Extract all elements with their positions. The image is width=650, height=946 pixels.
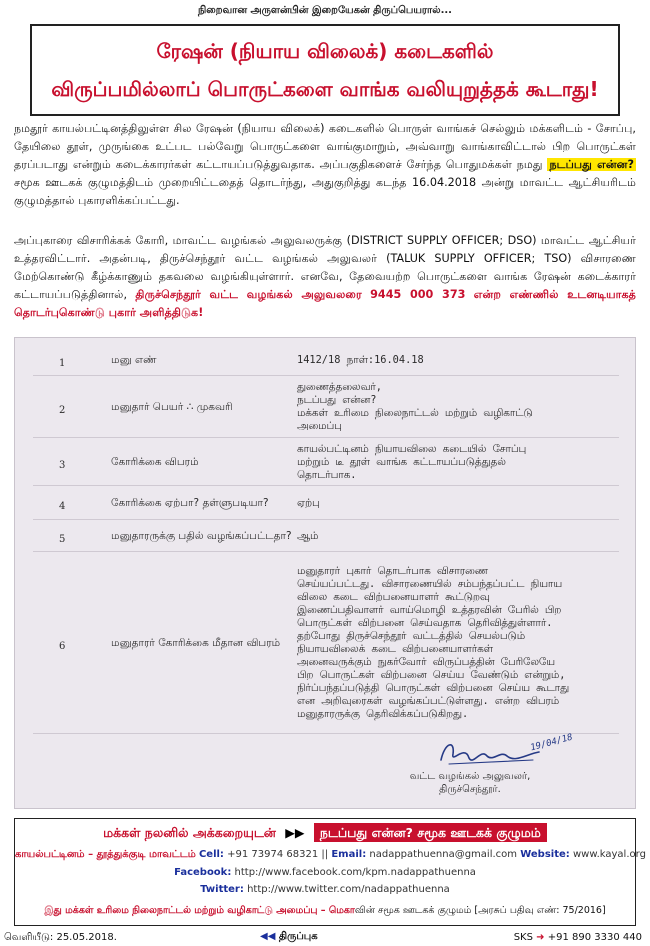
paragraph-2 — [14, 232, 636, 322]
row-label: மனுதாரர் கோரிக்கை மீதான விபரம் — [111, 636, 281, 649]
sks-contact — [514, 932, 642, 943]
facebook-label: Facebook: — [174, 867, 232, 878]
footer-facebook-line — [15, 867, 635, 878]
signature-date: 19/04/18 — [529, 732, 574, 754]
website-label: Website: — [520, 849, 570, 860]
row-value-line: என அறிவுரைகள் வழங்கப்பட்டுள்ளது. என்ற விபரம் — [297, 695, 560, 707]
row-value — [297, 443, 612, 482]
letter-row — [33, 344, 619, 376]
headline-line-1: ரேஷன் (நியாய விலைக்) கடைகளில் — [156, 39, 494, 63]
row-value-line: விலை கடை விற்பனையாளர் கூட்டுறவு — [297, 591, 490, 603]
row-value-line: துணைத்தலைவர், — [297, 381, 382, 393]
paragraph-1-text: நமதூர் காயல்பட்டினத்திலுள்ள சில ரேஷன் (நியாய விலைக்) கடைகளில் பொருள் வாங்கச் செல்லும் மக்களிடம் - சோப்பு, தேயிலை தூள், முருங்கை உட்பட பல்வேறு பொருட்களை வாங்குமாறும், அவ்வாறு வாங்காவிட்டால் பிற பொருட்கள் தரப்படாது என்றும் கடைக்காரர்கள் கட்டாயப்படுத்துவதாக. அப்பகுதிகளைச் சேர்ந்த பொதுமக்கள் நமது — [14, 122, 636, 171]
letter-row — [33, 376, 619, 438]
cell-label: Cell: — [198, 849, 224, 860]
row-value-line: அனைவருக்கும் நுகர்வோர் விருப்பத்தின் பேரிலேயே — [297, 656, 556, 668]
phone-arrow-icon: ➜ — [536, 932, 545, 943]
row-value-line: ஆம் — [297, 529, 319, 542]
row-value-line: நிர்ப்பந்தப்படுத்தி பொருட்கள் விற்பனை செய்ய கூடாது — [297, 682, 569, 694]
paragraph-1-text-end: சமூக ஊடகக் குழுமத்திடம் முறையிட்டதைத் தொடர்ந்து, அதுகுறித்து கடந்த 16.04.2018 அன்று மாவட்ட ஆட்சியரிடம் குழுமத்தால் புகாரளிக்கப்பட்டது. — [14, 176, 636, 207]
double-left-arrow-icon: ◀◀ — [260, 931, 276, 942]
row-value-line: நடப்பது என்ன? — [297, 394, 377, 406]
row-value-line: மனுதாரருக்கு தெரிவிக்கப்படுகிறது. — [297, 708, 469, 720]
group-name-highlight: நடப்பது என்ன? — [549, 158, 635, 171]
row-value — [297, 530, 612, 543]
row-value — [297, 354, 612, 367]
footer-tagline — [15, 825, 635, 842]
row-label: மனு எண் — [111, 353, 157, 366]
row-value-line: தொடர்பாக. — [297, 468, 357, 481]
bottom-bar — [0, 930, 650, 946]
row-value-line: பிற பொருட்கள் விற்பனை செய்ய வேண்டும் என்றும், — [297, 669, 566, 681]
row-value-line: மற்றும் டீ தூள் வாங்க கட்டாயப்படுத்துதல் — [297, 455, 506, 468]
officer-phone[interactable]: 9445 000 373 — [370, 288, 466, 301]
row-label: கோரிக்கை ஏற்பா? தள்ளுபடியா? — [111, 496, 269, 509]
letter-row — [33, 486, 619, 520]
organisation-text: இது மக்கள் உரிமை நிலைநாட்டல் மற்றும் வழிகாட்டு அமைப்பு – மெகா — [44, 905, 355, 916]
paragraph-2-text: அப்புகாரை விசாரிக்கக் கோரி, மாவட்ட வழங்கல் அலுவலருக்கு (DISTRICT SUPPLY OFFICER; DSO) மாவட்ட ஆட்சியர் உத்தரவிட்டார். அதன்படி, திருச்செந்தூர் வட்ட வழங்கல் அலுவலர் (TALUK SUPPLY OFFICER; TSO) விசாரணை மேற்கொண்டு கீழ்க்காணும் தகவலை வழங்கியுள்ளார். எனவே, தேவையற்ற பொருட்களை வாங்க ரேஷன் கடைக்காரர் கட்டாயப்படுத்தினால், — [14, 234, 636, 301]
headline-line-2: விருப்பமில்லாப் பொருட்களை வாங்க வலியுறுத்தக் கூடாது! — [51, 77, 599, 101]
signing-officer-title — [405, 770, 535, 796]
double-arrow-icon: ▶▶ — [285, 825, 305, 840]
row-number: 5 — [59, 533, 66, 545]
row-label: மனுதார் பெயர் ∴ முகவரி — [111, 400, 233, 413]
website-link[interactable]: www.kayal.org — [572, 849, 646, 860]
email-label: Email: — [331, 849, 367, 860]
row-number: 3 — [59, 459, 66, 471]
page-nav[interactable] — [260, 931, 318, 943]
row-number: 4 — [59, 500, 66, 512]
row-value-line: இணைப்பதிவாளர் வாய்மொழி உத்தரவின் பேரில் பிற — [297, 604, 562, 616]
invocation-text: நிறைவான அருளன்பின் இறையேகன் திருப்பெயரால்... — [198, 5, 452, 16]
row-value-line: ஏற்பு — [297, 496, 320, 509]
footer-twitter-line — [15, 884, 635, 895]
row-value — [297, 381, 612, 433]
headline-box — [30, 24, 620, 116]
row-value — [297, 497, 612, 510]
footer-contact-line — [15, 849, 646, 861]
row-label: கோரிக்கை விபரம் — [111, 455, 199, 468]
footer-registration-line — [15, 905, 635, 917]
email-link[interactable]: nadappathuenna@gmail.com — [369, 849, 518, 860]
row-number: 1 — [59, 357, 66, 369]
row-number: 6 — [59, 640, 66, 652]
row-value-line: மனுதாரர் புகார் தொடர்பாக விசாரணை — [297, 565, 488, 577]
paragraph-1 — [14, 120, 636, 210]
location-text: காயல்பட்டினம் – தூத்துக்குடி மாவட்டம் — [15, 849, 196, 860]
sks-label: SKS — [513, 932, 533, 943]
row-value-line: நியாயவிலைக் கடை விற்பனையாளர்கள் — [297, 643, 493, 655]
complaint-instruction: என்ற எண்ணில் உடனடியாகத் தொடர்புகொண்டு புகார் அளித்திடுக! — [14, 288, 636, 319]
row-value-line: பொருட்கள் விற்பனை செய்வதாக தெரிவித்துள்ளார். — [297, 617, 553, 629]
row-value-line: தற்போது திருச்செந்தூர் வட்டத்தில் செயல்படும் — [297, 630, 525, 642]
footer-contact-box — [14, 818, 646, 926]
nav-label: திருப்புக — [278, 931, 318, 942]
twitter-label: Twitter: — [200, 884, 244, 895]
row-value-line: மக்கள் உரிமை நிலைநாட்டல் மற்றும் வழிகாட்டு — [297, 407, 533, 419]
officer-name: திருச்செந்தூர் வட்ட வழங்கல் அலுவலரை — [135, 288, 362, 301]
row-value — [297, 565, 612, 721]
row-number: 2 — [59, 404, 66, 416]
sks-phone[interactable]: +91 890 3330 440 — [547, 932, 642, 943]
facebook-link[interactable]: http://www.facebook.com/kpm.nadappathuenna — [234, 867, 476, 878]
official-reply-letter — [14, 337, 636, 809]
twitter-link[interactable]: http://www.twitter.com/nadappathuenna — [247, 884, 450, 895]
row-value-line: செய்யப்பட்டது. விசாரணையில் சம்பந்தப்பட்ட நியாய — [297, 578, 563, 590]
row-value-line: காயல்பட்டினம் நியாயவிலை கடையில் சோப்பு — [297, 442, 527, 455]
letter-row — [33, 438, 619, 486]
officer-title-line-1: வட்ட வழங்கல் அலுவலர், — [409, 771, 531, 782]
row-value-line: அமைப்பு — [297, 420, 342, 432]
letter-row — [33, 552, 619, 734]
letter-row — [33, 520, 619, 552]
row-value-line: 1412/18 நாள்:16.04.18 — [297, 353, 424, 366]
group-name-badge: நடப்பது என்ன? சமூக ஊடகக் குழுமம் — [314, 823, 547, 842]
tagline-text: மக்கள் நலனில் அக்கறையுடன் — [103, 825, 276, 840]
row-label: மனுதாரருக்கு பதில் வழங்கப்பட்டதா? — [111, 529, 292, 542]
publish-date: வெளியீடு: 25.05.2018. — [4, 932, 117, 943]
officer-title-line-2: திருச்செந்தூர். — [439, 784, 501, 795]
separator: || — [321, 849, 329, 860]
registration-text: வின் சமூக ஊடகக் குழுமம் [அரசுப் பதிவு எண்: 75/2016] — [354, 905, 606, 916]
cell-number[interactable]: +91 73974 68321 — [227, 849, 319, 860]
